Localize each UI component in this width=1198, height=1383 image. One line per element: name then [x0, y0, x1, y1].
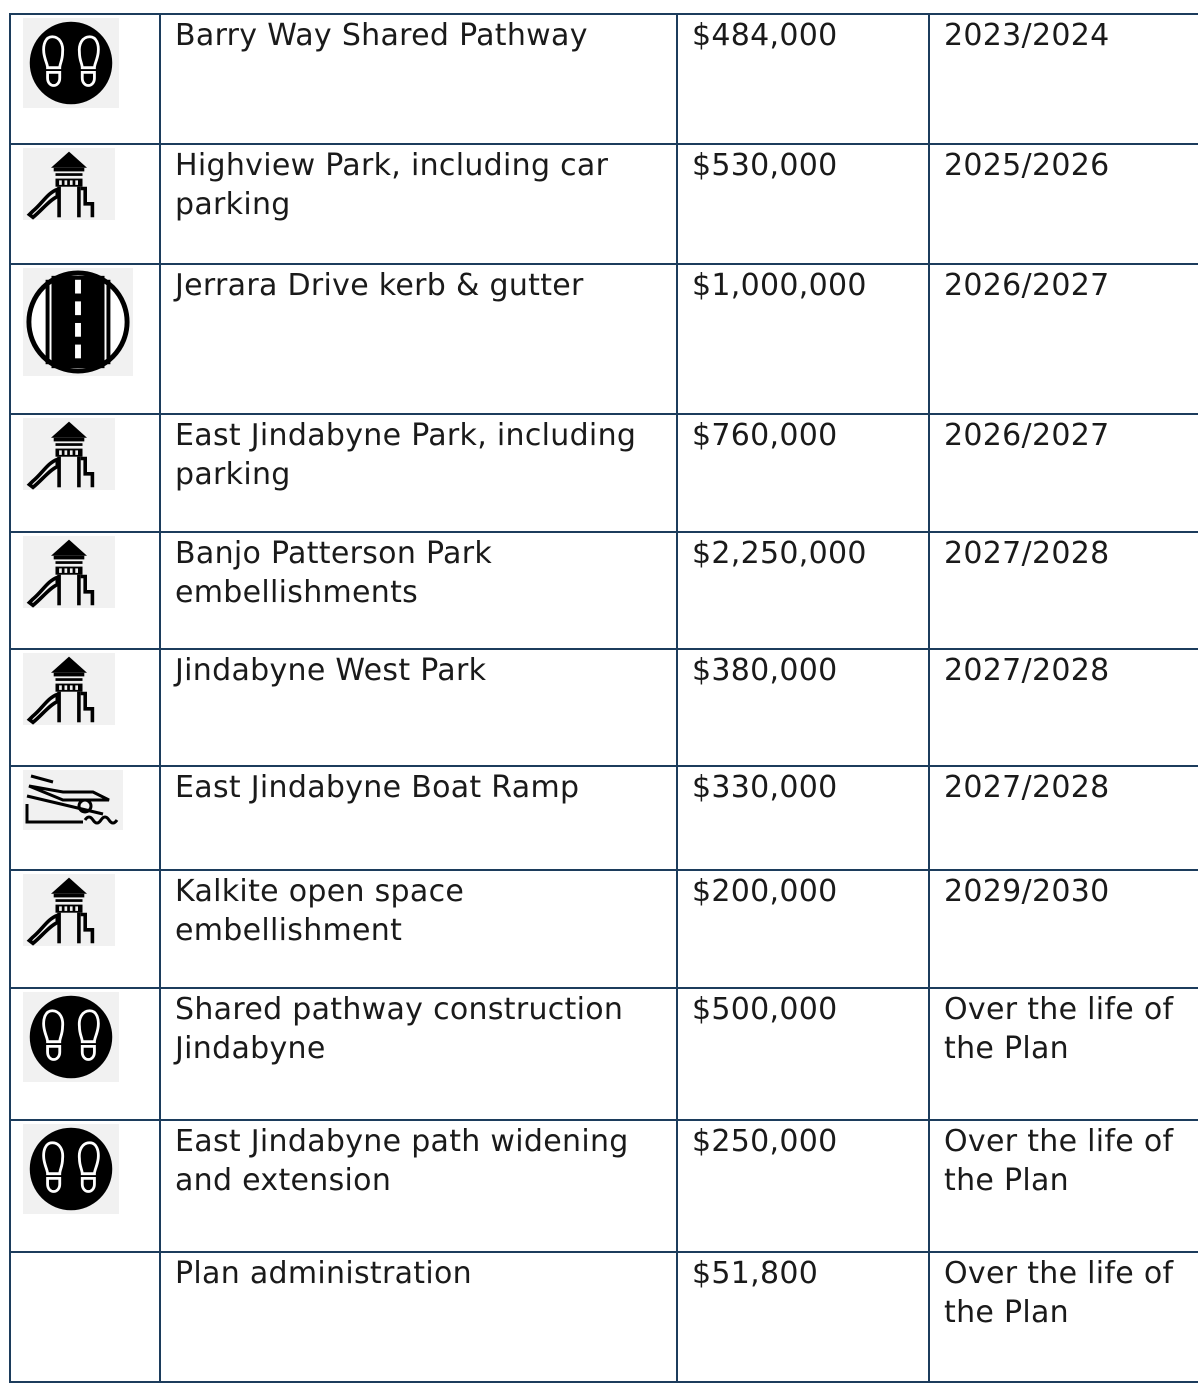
table-row	[10, 144, 1198, 264]
table-row	[10, 264, 1198, 414]
table-row	[10, 14, 1198, 144]
project-name: Jerrara Drive kerb & gutter	[160, 264, 677, 414]
project-timing: Over the life of the Plan	[929, 1120, 1198, 1252]
project-cost: $760,000	[677, 414, 929, 532]
project-cost: $500,000	[677, 988, 929, 1120]
project-name: East Jindabyne Boat Ramp	[160, 766, 677, 870]
table-row	[10, 766, 1198, 870]
project-cost: $51,800	[677, 1252, 929, 1382]
project-cost: $250,000	[677, 1120, 929, 1252]
project-timing: 2023/2024	[929, 14, 1198, 144]
table-row	[10, 988, 1198, 1120]
project-timing: 2026/2027	[929, 414, 1198, 532]
table-row	[10, 532, 1198, 649]
project-timing: Over the life of the Plan	[929, 988, 1198, 1120]
project-name: Barry Way Shared Pathway	[160, 14, 677, 144]
project-name: Jindabyne West Park	[160, 649, 677, 766]
table-row	[10, 870, 1198, 988]
boat-ramp-icon	[23, 770, 123, 830]
project-timing: 2025/2026	[929, 144, 1198, 264]
project-name: East Jindabyne path widening and extension	[160, 1120, 677, 1252]
project-name: Shared pathway construction Jindabyne	[160, 988, 677, 1120]
footprints-icon	[23, 18, 119, 108]
playground-icon	[23, 653, 115, 725]
project-cost: $330,000	[677, 766, 929, 870]
project-name: Highview Park, including car parking	[160, 144, 677, 264]
project-cost: $2,250,000	[677, 532, 929, 649]
table-row	[10, 1120, 1198, 1252]
project-cost: $1,000,000	[677, 264, 929, 414]
project-timing: 2027/2028	[929, 532, 1198, 649]
contributions-works-table	[9, 13, 1198, 1383]
project-cost: $530,000	[677, 144, 929, 264]
project-name: Banjo Patterson Park embellishments	[160, 532, 677, 649]
playground-icon	[23, 874, 115, 946]
footprints-icon	[23, 992, 119, 1082]
project-timing: 2027/2028	[929, 766, 1198, 870]
project-name: Plan administration	[160, 1252, 677, 1382]
table-row	[10, 649, 1198, 766]
project-timing: 2029/2030	[929, 870, 1198, 988]
road-icon	[23, 268, 133, 376]
footprints-icon	[23, 1124, 119, 1214]
table-row	[10, 1252, 1198, 1382]
project-name: East Jindabyne Park, including parking	[160, 414, 677, 532]
playground-icon	[23, 418, 115, 490]
empty-icon-cell	[10, 1252, 160, 1382]
project-cost: $484,000	[677, 14, 929, 144]
table-row	[10, 414, 1198, 532]
playground-icon	[23, 536, 115, 608]
project-name: Kalkite open space embellishment	[160, 870, 677, 988]
project-timing: Over the life of the Plan	[929, 1252, 1198, 1382]
project-timing: 2026/2027	[929, 264, 1198, 414]
project-cost: $380,000	[677, 649, 929, 766]
playground-icon	[23, 148, 115, 220]
project-cost: $200,000	[677, 870, 929, 988]
project-timing: 2027/2028	[929, 649, 1198, 766]
